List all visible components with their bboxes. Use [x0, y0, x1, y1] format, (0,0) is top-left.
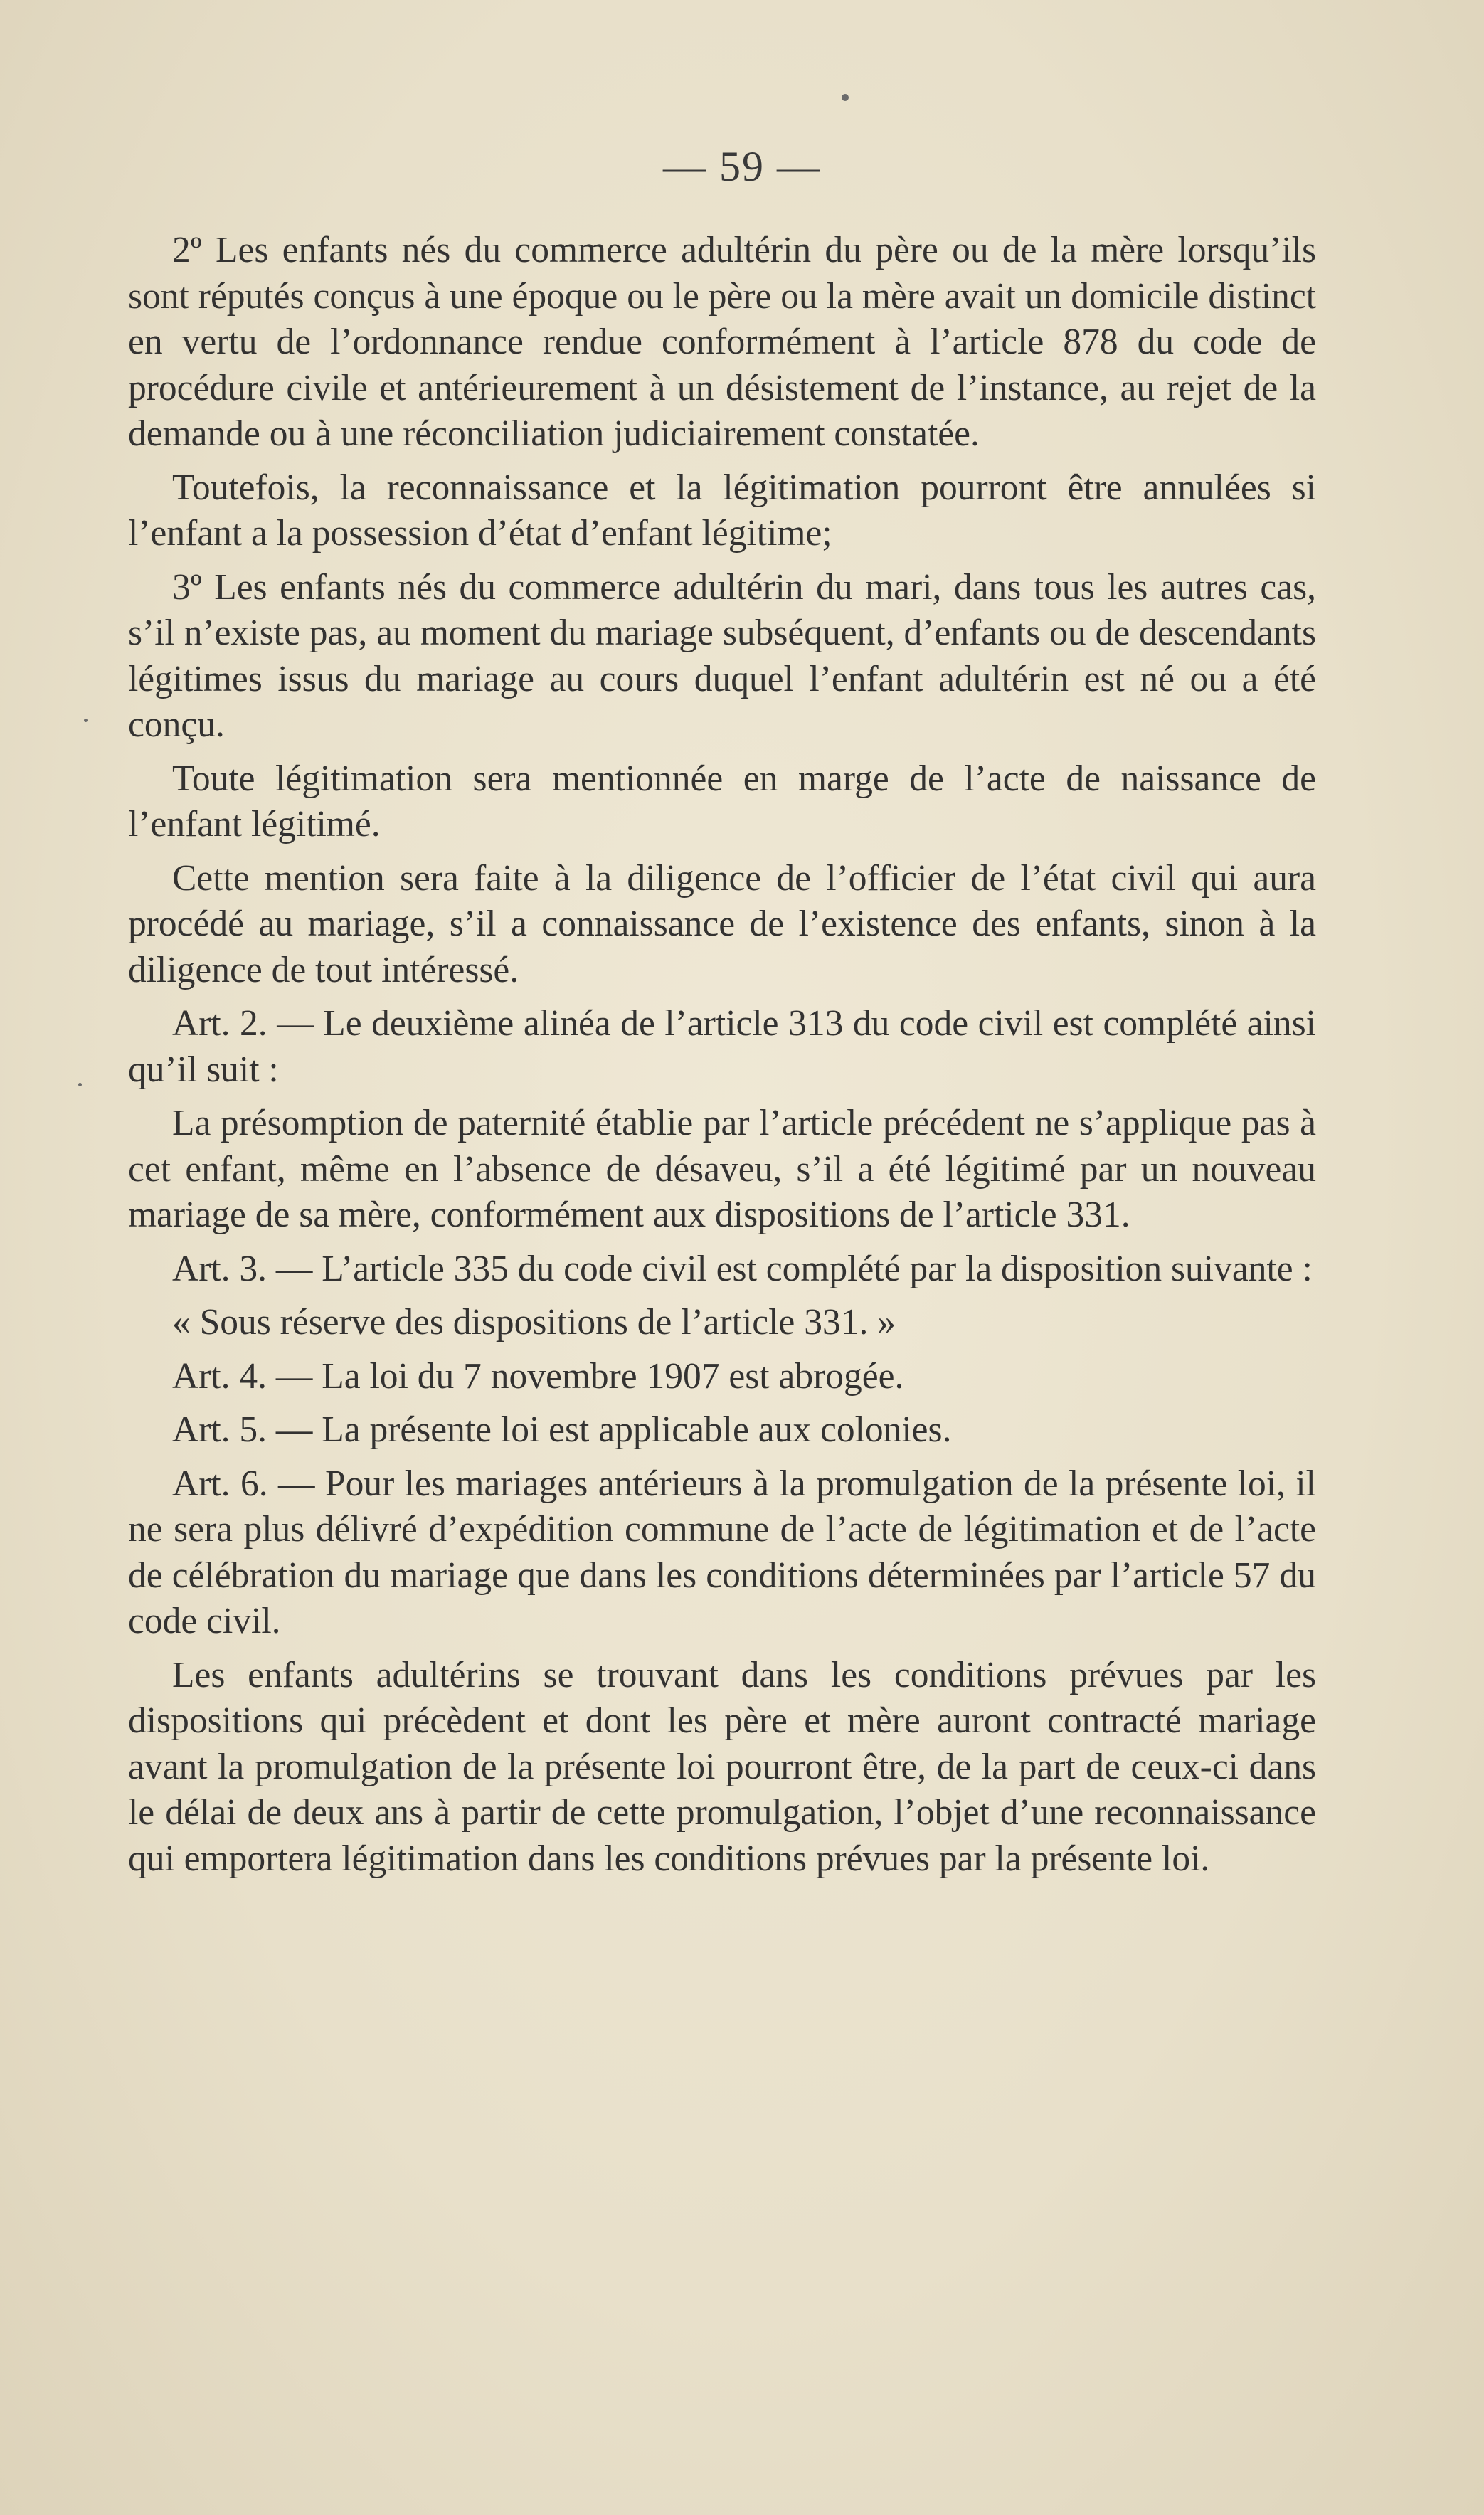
paragraph-sous-reserve: « Sous réserve des dispositions de l’article 331. » [172, 1302, 896, 1343]
paragraph-3-enfants-nes: 3º Les enfants nés du commerce adultérin du mari, dans tous les autres cas, s’il n’existe pas, au moment du mariage subséquent, d’enfants ou de descendants légitimes issus du mariage au cours duquel l’enfant adultérin est né ou a été conçu. [128, 566, 1316, 745]
paragraph-2-enfants-nes: 2º Les enfants nés du commerce adultérin du père ou de la mère lorsqu’ils sont réputés conçus à une époque ou le père ou la mère avait un domicile distinct en vertu de l’ordonnance rendue conformément à l’article 878 du code de procédure civile et antérieurement à un désistement de l’instance, au rejet de la demande ou à une réconciliation judiciairement constatée. [128, 230, 1316, 454]
ink-speck [84, 719, 88, 722]
ink-speck [842, 94, 849, 101]
paragraph-art-6: Art. 6. — Pour les mariages antérieurs à la promulgation de la présente loi, il ne sera plus délivré d’expédition commune de l’acte de légitimation et de l’acte de célébration du mariage que dans les conditions déterminées par l’article 57 du code civil. [128, 1463, 1316, 1641]
paragraph-art-2: Art. 2. — Le deuxième alinéa de l’article 313 du code civil est complété ainsi qu’il suit : [128, 1003, 1316, 1090]
paragraph-toute-legitimation: Toute légitimation sera mentionnée en marge de l’acte de naissance de l’enfant légitimé. [128, 758, 1316, 844]
body-text [128, 228, 1316, 1890]
paragraph-presomption: La présomption de paternité établie par l’article précédent ne s’applique pas à cet enfant, même en l’absence de désaveu, s’il a été légitimé par un nouveau mariage de sa mère, conformément aux dispositions de l’article 331. [128, 1103, 1316, 1235]
paragraph-cette-mention: Cette mention sera faite à la diligence de l’officier de l’état civil qui aura procédé au mariage, s’il a connaissance de l’existence des enfants, sinon à la diligence de tout intéressé. [128, 857, 1316, 990]
paragraph-art-3: Art. 3. — L’article 335 du code civil est complété par la disposition suivante : [172, 1248, 1313, 1289]
paragraph-enfants-adulterins: Les enfants adultérins se trouvant dans les conditions prévues par les dispositions qui précèdent et dont les père et mère auront contracté mariage avant la promulgation de la présente loi pourront être, de la part de ceux-ci dans le délai de deux ans à partir de cette promulgation, l’objet d’une reconnaissance qui emportera légitimation dans les conditions prévues par la présente loi. [128, 1654, 1316, 1879]
paragraph-toutefois: Toutefois, la reconnaissance et la légitimation pourront être annulées si l’enfant a la possession d’état d’enfant légitime; [128, 467, 1316, 554]
page-number: — 59 — [663, 143, 821, 190]
paragraph-art-5: Art. 5. — La présente loi est applicable aux colonies. [172, 1409, 952, 1450]
paragraph-art-4: Art. 4. — La loi du 7 novembre 1907 est abrogée. [172, 1355, 904, 1397]
ink-speck [78, 1083, 82, 1086]
